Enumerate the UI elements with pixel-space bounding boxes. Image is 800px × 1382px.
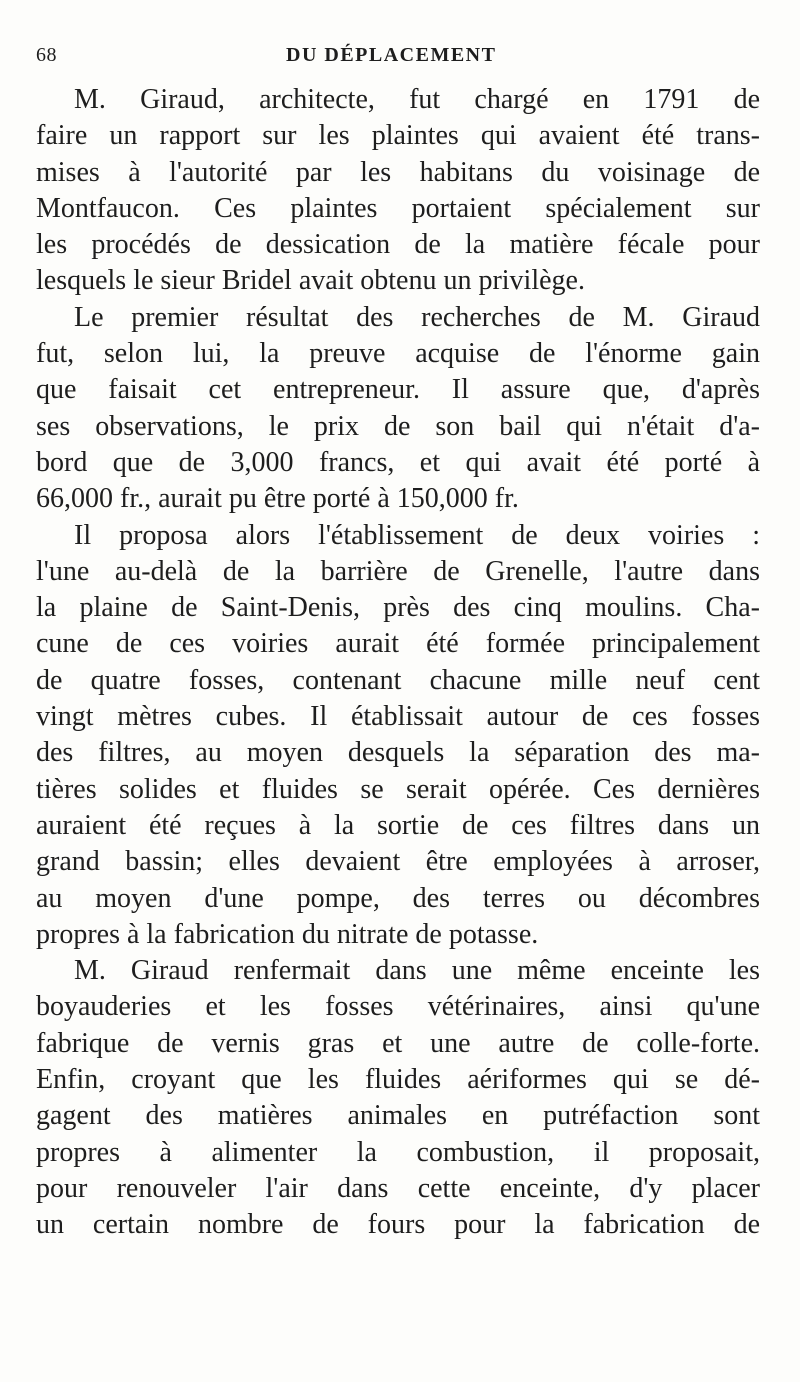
text-line: de quatre fosses, contenant chacune mille neuf cent — [36, 664, 760, 696]
text-line: Il proposa alors l'établissement de deux voiries : — [74, 519, 760, 551]
text-line: l'une au-delà de la barrière de Grenelle, l'autre dans — [36, 555, 760, 587]
text-line: vingt mètres cubes. Il établissait autour de ces fosses — [36, 701, 760, 733]
text-line: fut, selon lui, la preuve acquise de l'énorme gain — [36, 338, 760, 370]
text-line: au moyen d'une pompe, des terres ou décombres — [36, 882, 760, 914]
text-line: un certain nombre de fours pour la fabrication de — [36, 1209, 760, 1241]
text-line: des filtres, au moyen desquels la séparation des ma- — [36, 737, 760, 769]
text-line: propres à alimenter la combustion, il proposait, — [36, 1136, 760, 1168]
text-line: M. Giraud renfermait dans une même enceinte les — [74, 955, 760, 987]
text-line: cune de ces voiries aurait été formée principalement — [36, 628, 760, 660]
text-line: gagent des matières animales en putréfaction sont — [36, 1100, 760, 1132]
text-line: boyauderies et les fosses vétérinaires, ainsi qu'une — [36, 991, 760, 1023]
running-head: DU DÉPLACEMENT — [286, 44, 497, 66]
text-line: 66,000 fr., aurait pu être porté à 150,000 fr. — [36, 483, 519, 515]
text-line: que faisait cet entrepreneur. Il assure que, d'après — [36, 374, 760, 406]
text-line: lesquels le sieur Bridel avait obtenu un privilège. — [36, 265, 585, 297]
text-line: fabrique de vernis gras et une autre de colle-forte. — [36, 1027, 760, 1059]
text-line: faire un rapport sur les plaintes qui avaient été trans- — [36, 120, 760, 152]
text-line: pour renouveler l'air dans cette enceinte, d'y placer — [36, 1172, 760, 1204]
page-number: 68 — [36, 44, 57, 66]
text-line: propres à la fabrication du nitrate de potasse. — [36, 918, 539, 950]
text-line: grand bassin; elles devaient être employées à arroser, — [36, 846, 760, 878]
body-text — [36, 82, 760, 1244]
text-line: Montfaucon. Ces plaintes portaient spécialement sur — [36, 192, 760, 224]
text-line: tières solides et fluides se serait opérée. Ces dernières — [36, 773, 760, 805]
text-line: bord que de 3,000 francs, et qui avait été porté à — [36, 446, 760, 478]
text-line: mises à l'autorité par les habitans du voisinage de — [36, 156, 760, 188]
text-line: ses observations, le prix de son bail qui n'était d'a- — [36, 410, 760, 442]
text-line: les procédés de dessication de la matière fécale pour — [36, 229, 760, 261]
text-line: M. Giraud, architecte, fut chargé en 1791 de — [74, 84, 760, 115]
text-line: auraient été reçues à la sortie de ces filtres dans un — [36, 809, 760, 841]
text-line: Enfin, croyant que les fluides aériformes qui se dé- — [36, 1064, 760, 1096]
text-line: la plaine de Saint-Denis, près des cinq moulins. Cha- — [36, 592, 760, 624]
text-line: Le premier résultat des recherches de M. Giraud — [74, 301, 760, 333]
page-header — [36, 44, 766, 74]
